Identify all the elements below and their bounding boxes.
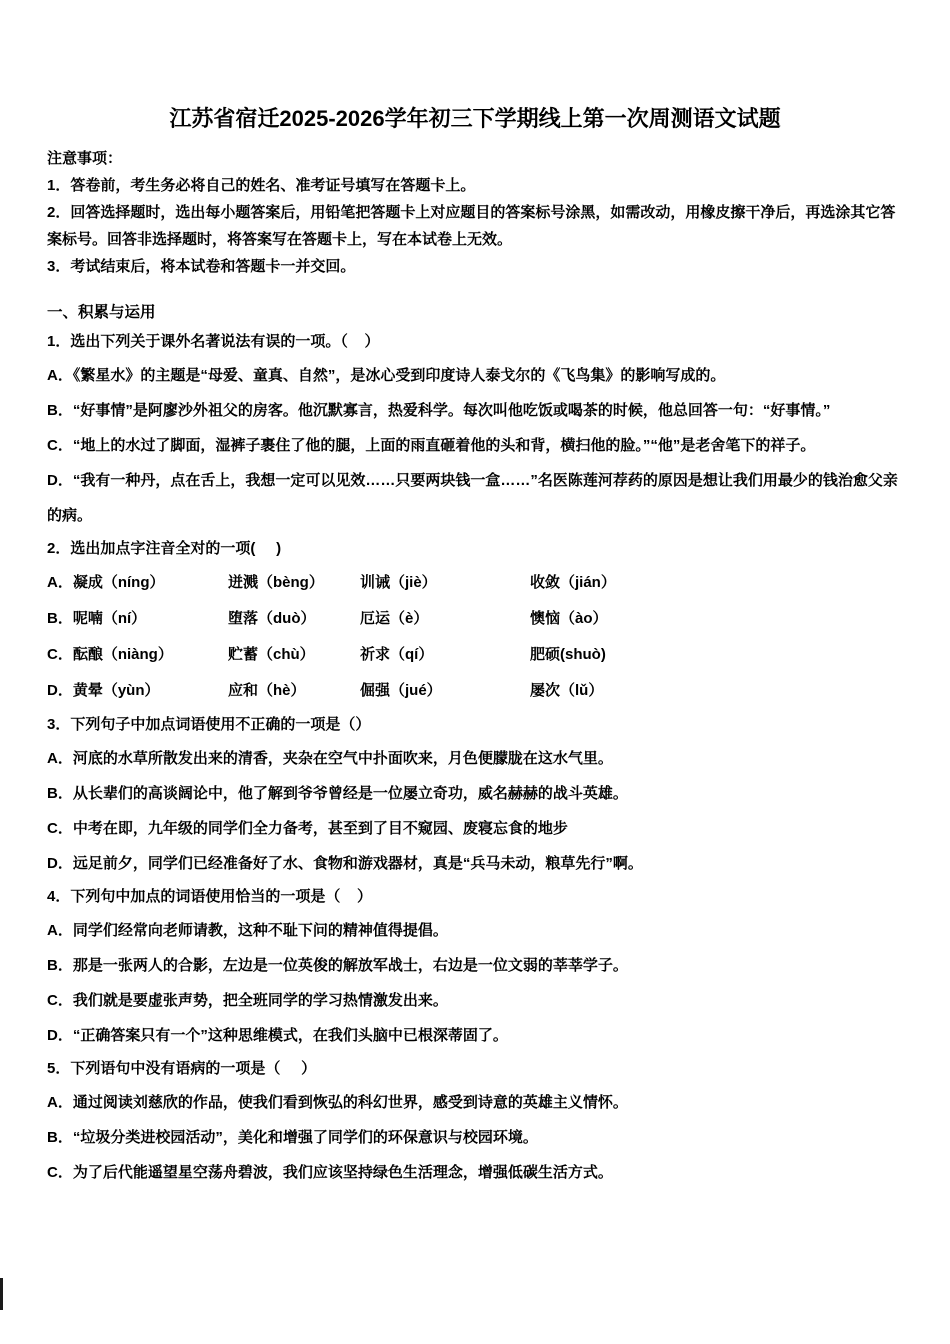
question-2-option-a [47, 565, 903, 601]
question-2-option-d [47, 673, 903, 709]
pinyin-item [47, 637, 228, 673]
pinyin-item: 应和（hè） [228, 682, 306, 699]
pinyin-word: 凝成（níng） [72, 574, 165, 591]
notice-section [47, 146, 903, 280]
pinyin-item: 肥硕(shuò) [530, 646, 606, 663]
pinyin-item: 迸溅（bèng） [228, 574, 324, 591]
pinyin-word: 酝酿（niàng） [72, 646, 173, 663]
question-4-option-b: B．那是一张两人的合影，左边是一位英俊的解放军战士，右边是一位文弱的莘莘学子。 [47, 957, 628, 974]
question-4 [47, 881, 903, 1053]
pinyin-item: 厄运（è） [360, 610, 429, 627]
pinyin-item: 收敛（jián） [530, 574, 616, 591]
question-2-stem: 2．选出加点字注音全对的一项( ) [47, 540, 282, 557]
pinyin-item [47, 673, 228, 709]
question-5-option-a: A．通过阅读刘慈欣的作品，使我们看到恢弘的科幻世界，感受到诗意的英雄主义情怀。 [47, 1094, 628, 1111]
section-heading: 一、积累与运用 [47, 304, 156, 321]
question-5-option-c: C．为了后代能遥望星空荡舟碧波，我们应该坚持绿色生活理念，增强低碳生活方式。 [47, 1164, 613, 1181]
notice-heading: 注意事项： [47, 150, 123, 167]
pinyin-item [47, 601, 228, 637]
pinyin-word: 黄晕（yùn） [72, 682, 160, 699]
question-5-option-b: B．“垃圾分类进校园活动”，美化和增强了同学们的环保意识与校园环境。 [47, 1129, 538, 1146]
question-2 [47, 533, 903, 709]
question-2-option-c [47, 637, 903, 673]
option-label: B． [47, 610, 73, 627]
question-4-stem: 4．下列句中加点的词语使用恰当的一项是（ ） [47, 888, 373, 905]
scan-edge-artifact [0, 1278, 3, 1310]
pinyin-item [47, 565, 228, 601]
pinyin-item: 堕落（duò） [228, 610, 316, 627]
question-5 [47, 1053, 903, 1190]
question-1-option-c: C．“地上的水过了脚面，湿裤子裹住了他的腿，上面的雨直砸着他的头和背，横扫他的脸。”“他”是老舍笔下的祥子。 [47, 437, 816, 454]
pinyin-item: 贮蓄（chù） [228, 646, 315, 663]
notice-item-1: 1．答卷前，考生务必将自己的姓名、准考证号填写在答题卡上。 [47, 177, 476, 194]
question-4-option-c: C．我们就是要虚张声势，把全班同学的学习热情激发出来。 [47, 992, 448, 1009]
option-label: C． [47, 646, 73, 663]
option-label: A． [47, 574, 73, 591]
question-3-option-b: B．从长辈们的高谈阔论中，他了解到爷爷曾经是一位屡立奇功，威名赫赫的战斗英雄。 [47, 785, 628, 802]
question-1-option-b: B．“好事情”是阿廖沙外祖父的房客。他沉默寡言，热爱科学。每次叫他吃饭或喝茶的时候，他总回答一句：“好事情。” [47, 402, 831, 419]
question-1-option-d: D．“我有一种丹，点在舌上，我想一定可以见效……只要两块钱一盒……”名医陈莲河荐药的原因是想让我们用最少的钱治愈父亲的病。 [47, 472, 898, 524]
question-3-option-d: D．远足前夕，同学们已经准备好了水、食物和游戏器材，真是“兵马未动，粮草先行”啊。 [47, 855, 643, 872]
notice-item-3: 3．考试结束后，将本试卷和答题卡一并交回。 [47, 258, 356, 275]
pinyin-item: 懊恼（ào） [530, 610, 608, 627]
page-title: 江苏省宿迁2025-2026学年初三下学期线上第一次周测语文试题 [169, 106, 781, 131]
question-1-option-a: A．《繁星水》的主题是“母爱、童真、自然”，是冰心受到印度诗人泰戈尔的《飞鸟集》的影响写成的。 [47, 367, 726, 384]
question-5-stem: 5．下列语句中没有语病的一项是（ ） [47, 1060, 317, 1077]
question-2-option-b [47, 601, 903, 637]
question-3-option-a: A．河底的水草所散发出来的清香，夹杂在空气中扑面吹来，月色便朦胧在这水气里。 [47, 750, 613, 767]
option-label: D． [47, 682, 73, 699]
question-1 [47, 326, 903, 533]
question-4-option-a: A．同学们经常向老师请教，这种不耻下问的精神值得提倡。 [47, 922, 448, 939]
pinyin-word: 呢喃（ní） [72, 610, 147, 627]
pinyin-item: 祈求（qí） [360, 646, 434, 663]
question-4-option-d: D．“正确答案只有一个”这种思维模式，在我们头脑中已根深蒂固了。 [47, 1027, 508, 1044]
pinyin-item: 训诫（jiè） [360, 574, 437, 591]
notice-item-2: 2．回答选择题时，选出每小题答案后，用铅笔把答题卡上对应题目的答案标号涂黑，如需改动，用橡皮擦干净后，再选涂其它答案标号。回答非选择题时，将答案写在答题卡上，写在本试卷上无效。 [47, 204, 896, 248]
pinyin-item: 屡次（lǔ） [530, 682, 604, 699]
pinyin-item: 倔强（jué） [360, 682, 442, 699]
question-1-stem: 1．选出下列关于课外名著说法有误的一项。（ ） [47, 333, 380, 350]
question-3 [47, 709, 903, 881]
question-3-option-c: C．中考在即，九年级的同学们全力备考，甚至到了目不窥园、废寝忘食的地步 [47, 820, 568, 837]
question-3-stem: 3．下列句子中加点词语使用不正确的一项是（） [47, 716, 371, 733]
